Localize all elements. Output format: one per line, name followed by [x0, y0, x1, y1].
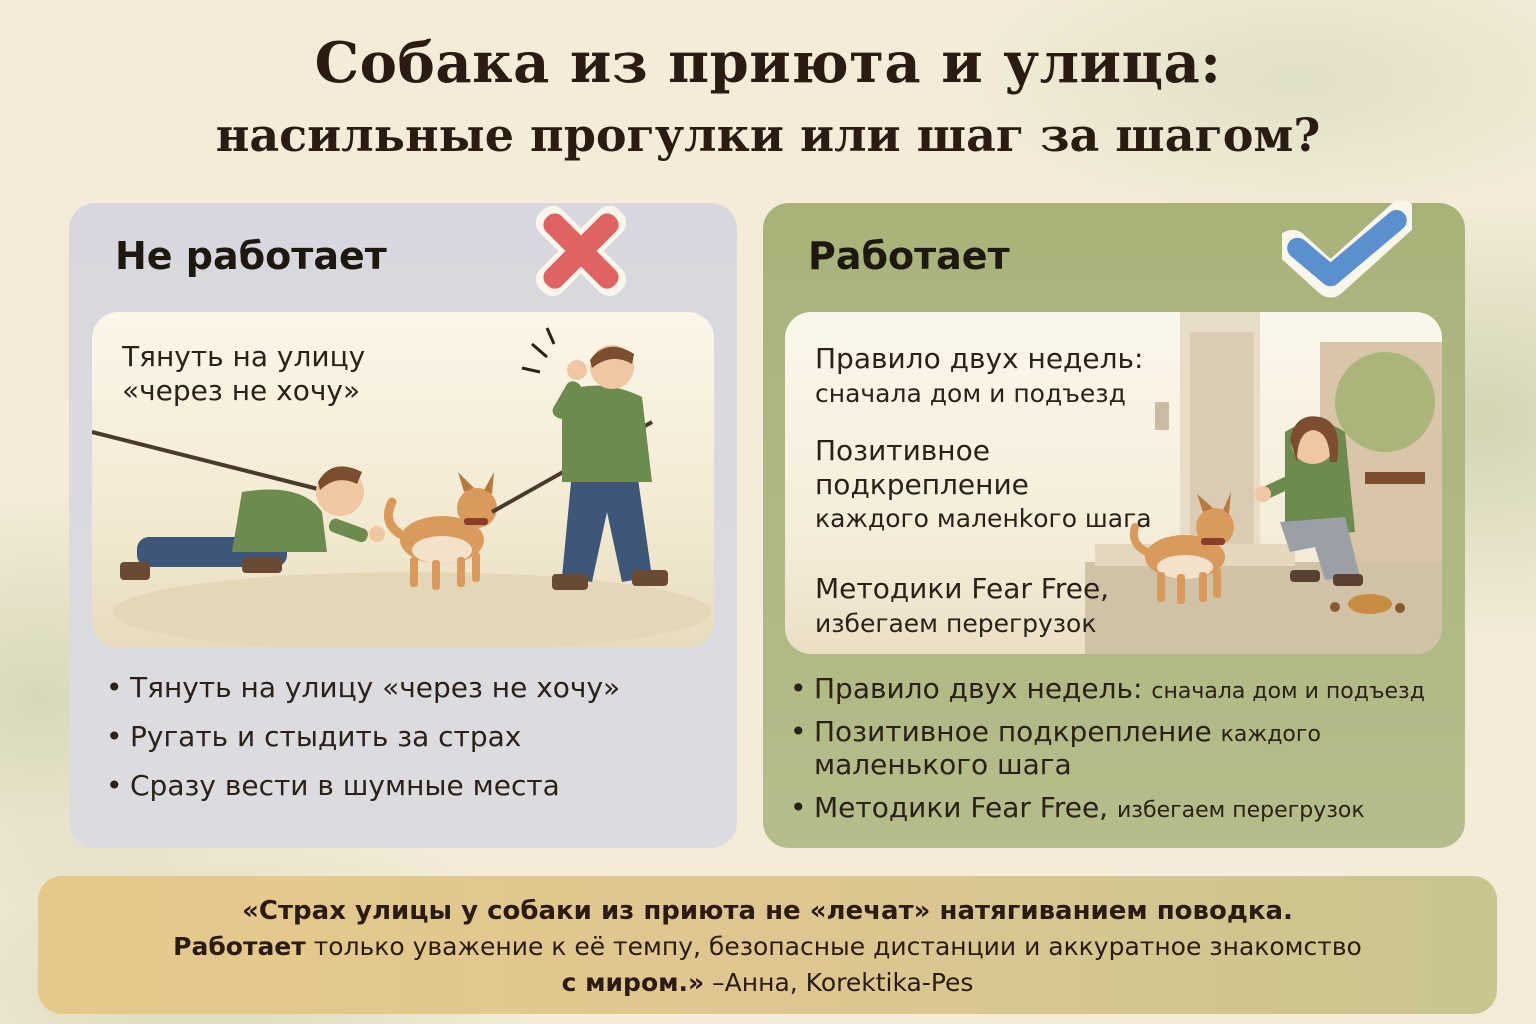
quote-emphasis: Работает — [173, 932, 306, 961]
caption-main: Методики Fear Free, — [815, 572, 1110, 605]
list-item — [790, 791, 1450, 824]
blue-check-icon — [1282, 194, 1412, 304]
caption-line-2: «через не хочу» — [122, 373, 361, 407]
quote-line-2 — [38, 932, 1497, 961]
scene-caption-fear-free — [815, 572, 1109, 639]
not-working-list — [106, 672, 620, 820]
crouching-man — [120, 466, 385, 580]
working-list — [790, 672, 1450, 834]
list-item: • Ругать и стыдить за страх — [106, 721, 620, 753]
bullet-main: Правило двух недель: — [814, 672, 1143, 705]
caption-main: Правило двух недель: — [815, 342, 1144, 375]
not-working-scene-caption — [122, 340, 365, 407]
scene-caption-positive — [815, 434, 1152, 535]
bullet-detail: избегаем перегрузок — [1117, 798, 1365, 824]
caption-main: Позитивное — [815, 434, 990, 467]
leash-left — [92, 432, 322, 490]
not-working-heading: Не работает — [115, 234, 387, 278]
page-subtitle: насильные прогулки или шаг за шагом? — [215, 108, 1321, 162]
bullet-detail: сначала дом и подъезд — [1151, 679, 1425, 704]
caption-detail: каждого маленkого шага — [815, 504, 1152, 534]
list-item: • Сразу вести в шумные места — [106, 770, 620, 802]
bench — [1365, 472, 1425, 484]
intercom — [1155, 402, 1169, 430]
working-heading: Работает — [808, 234, 1010, 278]
list-item — [790, 715, 1450, 781]
caption-detail: избегаем перегрузок — [815, 608, 1097, 638]
list-item: • Тянуть на улицу «через не хочу» — [106, 672, 620, 704]
bullet-main: Методики Fear Free, — [814, 791, 1109, 825]
quote-author: –Анна, Korektika-Pes — [704, 968, 974, 997]
quote-line-1: «Страх улицы у собаки из приюта не «лечат» натягиванием поводка. — [242, 896, 1293, 926]
quote-text: только уважение к её темпу, безопасные дистанции и аккуратное знакомство — [313, 932, 1362, 961]
scene-caption-two-weeks — [815, 342, 1143, 409]
red-cross-icon — [516, 196, 646, 306]
tree — [1335, 352, 1435, 452]
caption-main-2: подкрепление — [815, 467, 1029, 501]
standing-man — [522, 328, 668, 590]
bullet-detail: каждого — [1220, 722, 1321, 748]
bullet-main: Позитивное подкрепление — [814, 715, 1212, 749]
list-item — [790, 672, 1450, 705]
caption-line-1: Тянуть на улицу — [122, 340, 366, 373]
quote-line-3 — [38, 968, 1497, 997]
quote-emphasis: с миром.» — [561, 968, 705, 997]
caption-detail: сначала дом и подъезд — [815, 378, 1126, 408]
bullet-tail: маленького шага — [814, 748, 1072, 782]
page-title: Собака из приюта и улица: — [314, 30, 1222, 96]
